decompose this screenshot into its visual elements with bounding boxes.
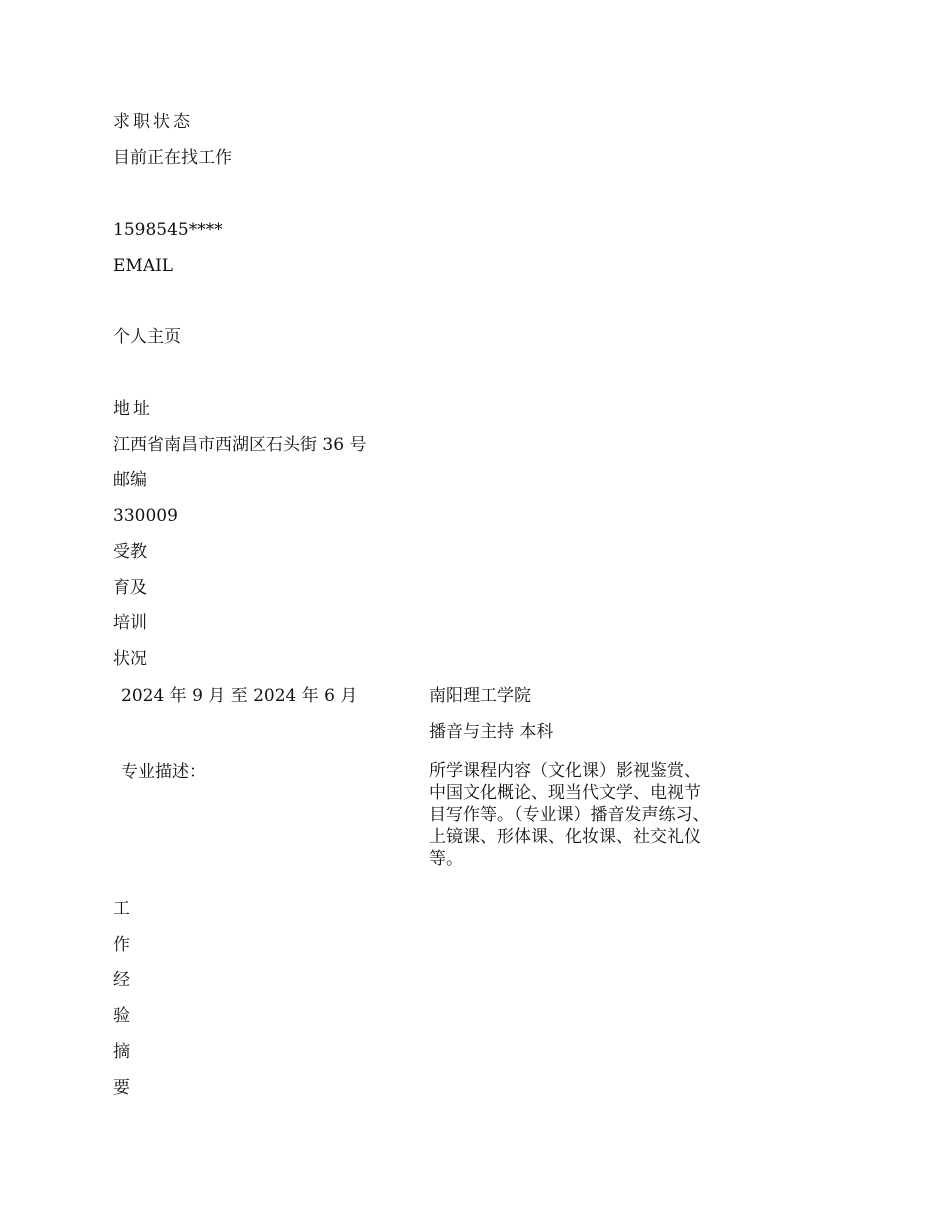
work-heading-char-6: 要 bbox=[113, 1078, 130, 1098]
email-label: EMAIL bbox=[113, 256, 174, 276]
work-heading-char-5: 摘 bbox=[113, 1042, 130, 1062]
education-desc-label: 专业描述： bbox=[121, 762, 206, 782]
phone-number: 1598545**** bbox=[113, 220, 223, 240]
work-heading-char-2: 作 bbox=[113, 935, 130, 955]
address-label: 地址 bbox=[113, 399, 153, 419]
homepage-label: 个人主页 bbox=[113, 327, 181, 347]
work-heading-char-1: 工 bbox=[113, 899, 130, 919]
education-heading-line-2: 育及 bbox=[113, 578, 147, 598]
education-school: 南阳理工学院 bbox=[429, 686, 531, 706]
education-heading-line-3: 培训 bbox=[113, 613, 147, 633]
education-heading-line-1: 受教 bbox=[113, 542, 147, 562]
work-heading-char-4: 验 bbox=[113, 1006, 130, 1026]
postcode-value: 330009 bbox=[113, 506, 178, 526]
address-value: 江西省南昌市西湖区石头街 36 号 bbox=[113, 435, 367, 455]
job-status-label: 求职状态 bbox=[113, 112, 193, 132]
job-status-value: 目前正在找工作 bbox=[113, 148, 232, 168]
education-heading-line-4: 状况 bbox=[113, 649, 147, 669]
postcode-label: 邮编 bbox=[113, 470, 147, 490]
work-heading-char-3: 经 bbox=[113, 970, 130, 990]
education-desc-text: 所学课程内容（文化课）影视鉴赏、中国文化概论、现当代文学、电视节目写作等。（专业课）播音发声练习、上镜课、形体课、化妆课、社交礼仪等。 bbox=[429, 761, 710, 869]
education-major: 播音与主持 本科 bbox=[429, 722, 554, 742]
education-period: 2024 年 9 月 至 2024 年 6 月 bbox=[121, 686, 358, 706]
